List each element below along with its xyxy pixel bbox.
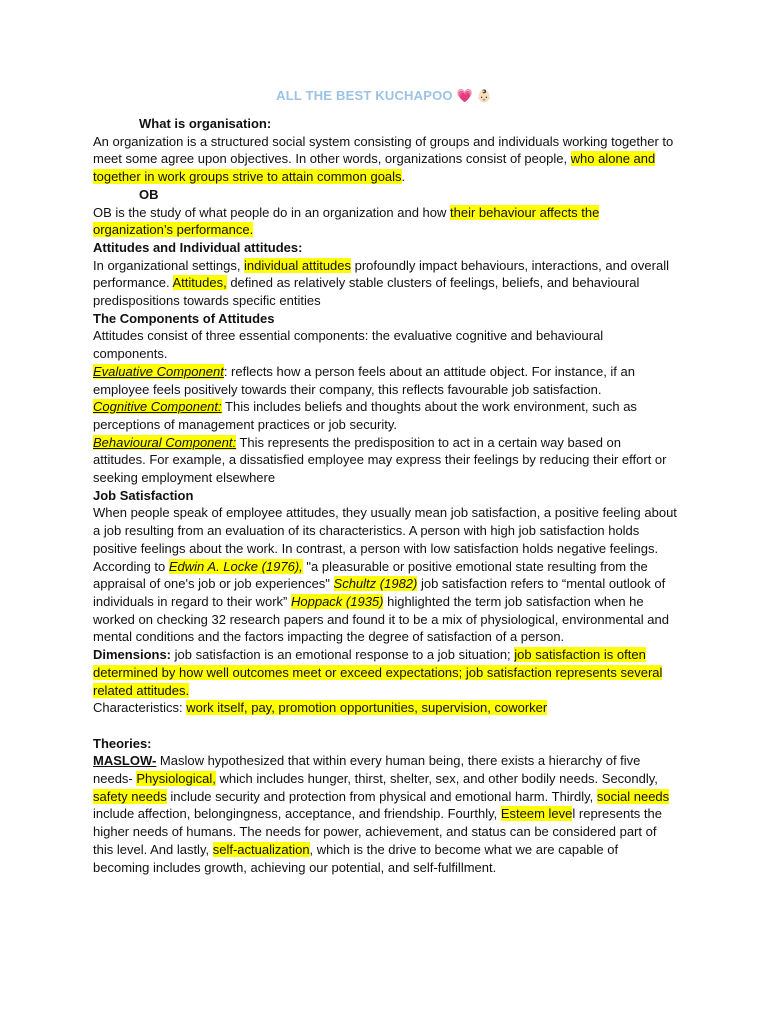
highlight: work itself, pay, promotion opportunities, supervision, coworker: [186, 700, 548, 716]
heading-job-satisfaction: Job Satisfaction: [93, 487, 194, 503]
highlight: safety needs: [93, 788, 167, 804]
heading-theories: Theories:: [93, 735, 152, 751]
heading-what-is-organisation: What is organisation:: [139, 116, 272, 131]
dimensions-label: Dimensions:: [93, 647, 172, 663]
heart-emoji-icon: 💗: [456, 88, 473, 103]
paragraph-attitudes: In organizational settings, individual attitudes profoundly impact behaviours, interactions, and overall performance. Attitudes, defined as relatively stable clusters of feelings, beliefs, and behavioural predispositions towards specific entities: [93, 257, 669, 309]
highlight: who alone and together in work groups strive to attain common goals: [93, 151, 656, 185]
highlight: their behaviour affects the organization’s performance.: [93, 204, 600, 238]
behavioural-label: Behavioural Component:: [93, 434, 237, 450]
paragraph-cognitive: Cognitive Component: This includes beliefs and thoughts about the work environment, such as perceptions of management practices or job security.: [93, 399, 637, 432]
blank-line: [93, 717, 677, 735]
maslow-label: MASLOW-: [93, 753, 157, 769]
document-body: [93, 115, 677, 876]
highlight: Esteem leve: [500, 806, 573, 822]
highlight: job satisfaction is often determined by how well outcomes meet or exceed expectations; job satisfaction represents several related attitudes.: [93, 647, 663, 698]
paragraph-evaluative: Evaluative Component: reflects how a person feels about an attitude object. For instance, if an employee feels positively towards their company, this reflects favourable job satisfaction.: [93, 363, 635, 397]
paragraph-organisation: An organization is a structured social system consisting of groups and individuals working together to meet some agree upon objectives. In other words, organizations consist of people, who alone and together in work groups strive to attain common goals.: [93, 133, 674, 185]
highlight: social needs: [596, 788, 670, 804]
heading-ob: OB: [139, 186, 159, 202]
baby-emoji-icon: 👶🏻: [476, 89, 492, 103]
title-text: ALL THE BEST KUCHAPOO: [276, 88, 453, 103]
paragraph-characteristics: Characteristics: work itself, pay, promotion opportunities, supervision, coworker: [93, 700, 548, 716]
paragraph-job-satisfaction: When people speak of employee attitudes, they usually mean job satisfaction, a positive feeling about a job resulting from an evaluation of its characteristics. A person with high job satisfaction holds positive feelings about the work. In contrast, a person with low satisfaction holds negative feelings. According to Edwin A. Locke (1976), "a pleasurable or positive emotional state resulting from the appraisal of one's job or job experiences" Schultz (1982) job satisfaction refers to “mental outlook of individuals in regard to their work” Hoppack (1935) highlighted the term job satisfaction when he worked on checking 32 research papers and found it to be a mix of physiological, environmental and mental conditions and the factors impacting the degree of satisfaction of a person.: [93, 505, 677, 645]
paragraph-ob: OB is the study of what people do in an organization and how their behaviour affects the organization’s performance.: [93, 204, 600, 238]
highlight: Attitudes,: [172, 275, 227, 291]
highlight: self-actualization: [212, 841, 310, 857]
citation-hoppack: Hoppack (1935): [290, 593, 384, 609]
citation-locke: Edwin A. Locke (1976),: [168, 558, 303, 574]
document-title: [0, 88, 768, 104]
evaluative-label: Evaluative Component: [93, 363, 224, 379]
paragraph-dimensions: Dimensions: job satisfaction is an emotional response to a job situation; job satisfaction is often determined by how well outcomes meet or exceed expectations; job satisfaction represents several related attitudes.: [93, 647, 663, 698]
paragraph-maslow: MASLOW- Maslow hypothesized that within every human being, there exists a hierarchy of five needs- Physiological, which includes hunger, thirst, shelter, sex, and other bodily needs. Secondly, safety needs include security and protection from physical and emotional harm. Thirdly, social needs include affection, belongingness, acceptance, and friendship. Fourthly, Esteem level represents the higher needs of humans. The needs for power, achievement, and status can be considered part of this level. And lastly, self-actualization, which is the drive to become what we are capable of becoming includes growth, achieving our potential, and self-fulfillment.: [93, 753, 670, 875]
highlight: individual attitudes: [244, 257, 352, 273]
paragraph-components-intro: Attitudes consist of three essential components: the evaluative cognitive and behavioural components.: [93, 328, 604, 362]
heading-components: The Components of Attitudes: [93, 310, 275, 326]
heading-attitudes: Attitudes and Individual attitudes:: [93, 239, 303, 255]
citation-schultz: Schultz (1982): [333, 576, 418, 592]
highlight: Physiological,: [136, 771, 216, 786]
paragraph-behavioural: Behavioural Component: This represents the predisposition to act in a certain way based on attitudes. For example, a dissatisfied employee may express their feelings by reducing their effort or seeking employment elsewhere: [93, 434, 667, 486]
cognitive-label: Cognitive Component:: [93, 399, 222, 415]
